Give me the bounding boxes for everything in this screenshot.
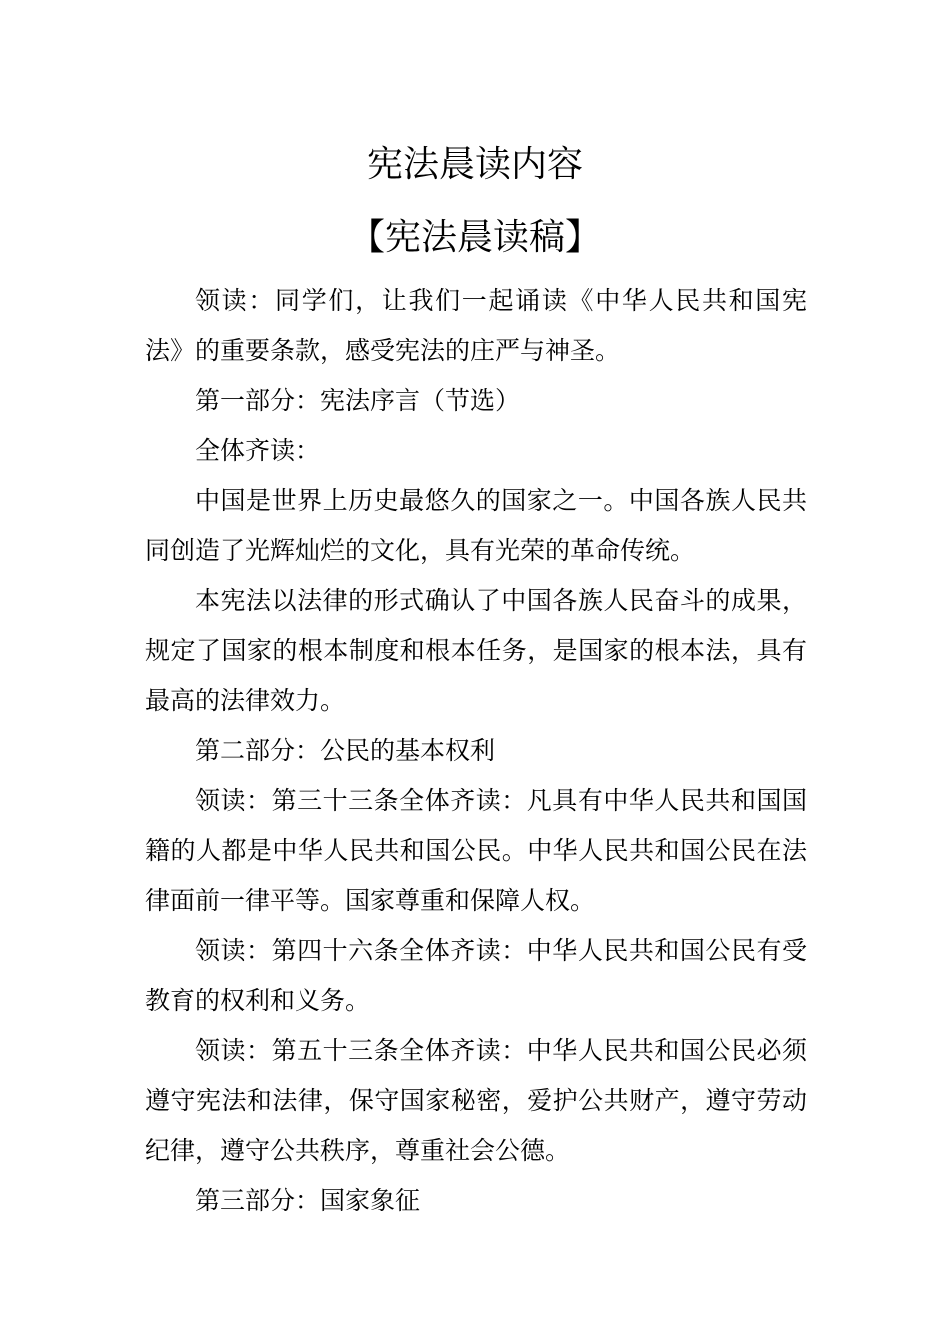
paragraph-intro: 领读：同学们，让我们一起诵读《中华人民共和国宪法》的重要条款，感受宪法的庄严与神圣。 xyxy=(145,286,807,365)
section-heading-rights: 第二部分：公民的基本权利 xyxy=(195,736,496,765)
paragraph-article-53: 领读：第五十三条全体齐读：中华人民共和国公民必须遵守宪法和法律，保守国家秘密，爱护公共财产，遵守劳动纪律，遵守公共秩序，尊重社会公德。 xyxy=(145,1036,807,1165)
paragraph-article-46: 领读：第四十六条全体齐读：中华人民共和国公民有受教育的权利和义务。 xyxy=(145,936,807,1015)
section-heading-preamble: 第一部分：宪法序言（节选） xyxy=(195,386,521,415)
paragraph-all-read: 全体齐读： xyxy=(195,436,321,465)
paragraph-preamble-1: 中国是世界上历史最悠久的国家之一。中国各族人民共同创造了光辉灿烂的文化，具有光荣的革命传统。 xyxy=(145,486,807,565)
document-title: 宪法晨读内容 xyxy=(366,144,583,185)
section-heading-symbols: 第三部分：国家象征 xyxy=(195,1186,421,1215)
document-body xyxy=(145,276,807,1226)
paragraph-article-33: 领读：第三十三条全体齐读：凡具有中华人民共和国国籍的人都是中华人民共和国公民。中华人民共和国公民在法律面前一律平等。国家尊重和保障人权。 xyxy=(145,786,807,915)
paragraph-preamble-2: 本宪法以法律的形式确认了中国各族人民奋斗的成果，规定了国家的根本制度和根本任务，是国家的根本法，具有最高的法律效力。 xyxy=(145,586,807,715)
document-subtitle: 【宪法晨读稿】 xyxy=(348,217,601,258)
